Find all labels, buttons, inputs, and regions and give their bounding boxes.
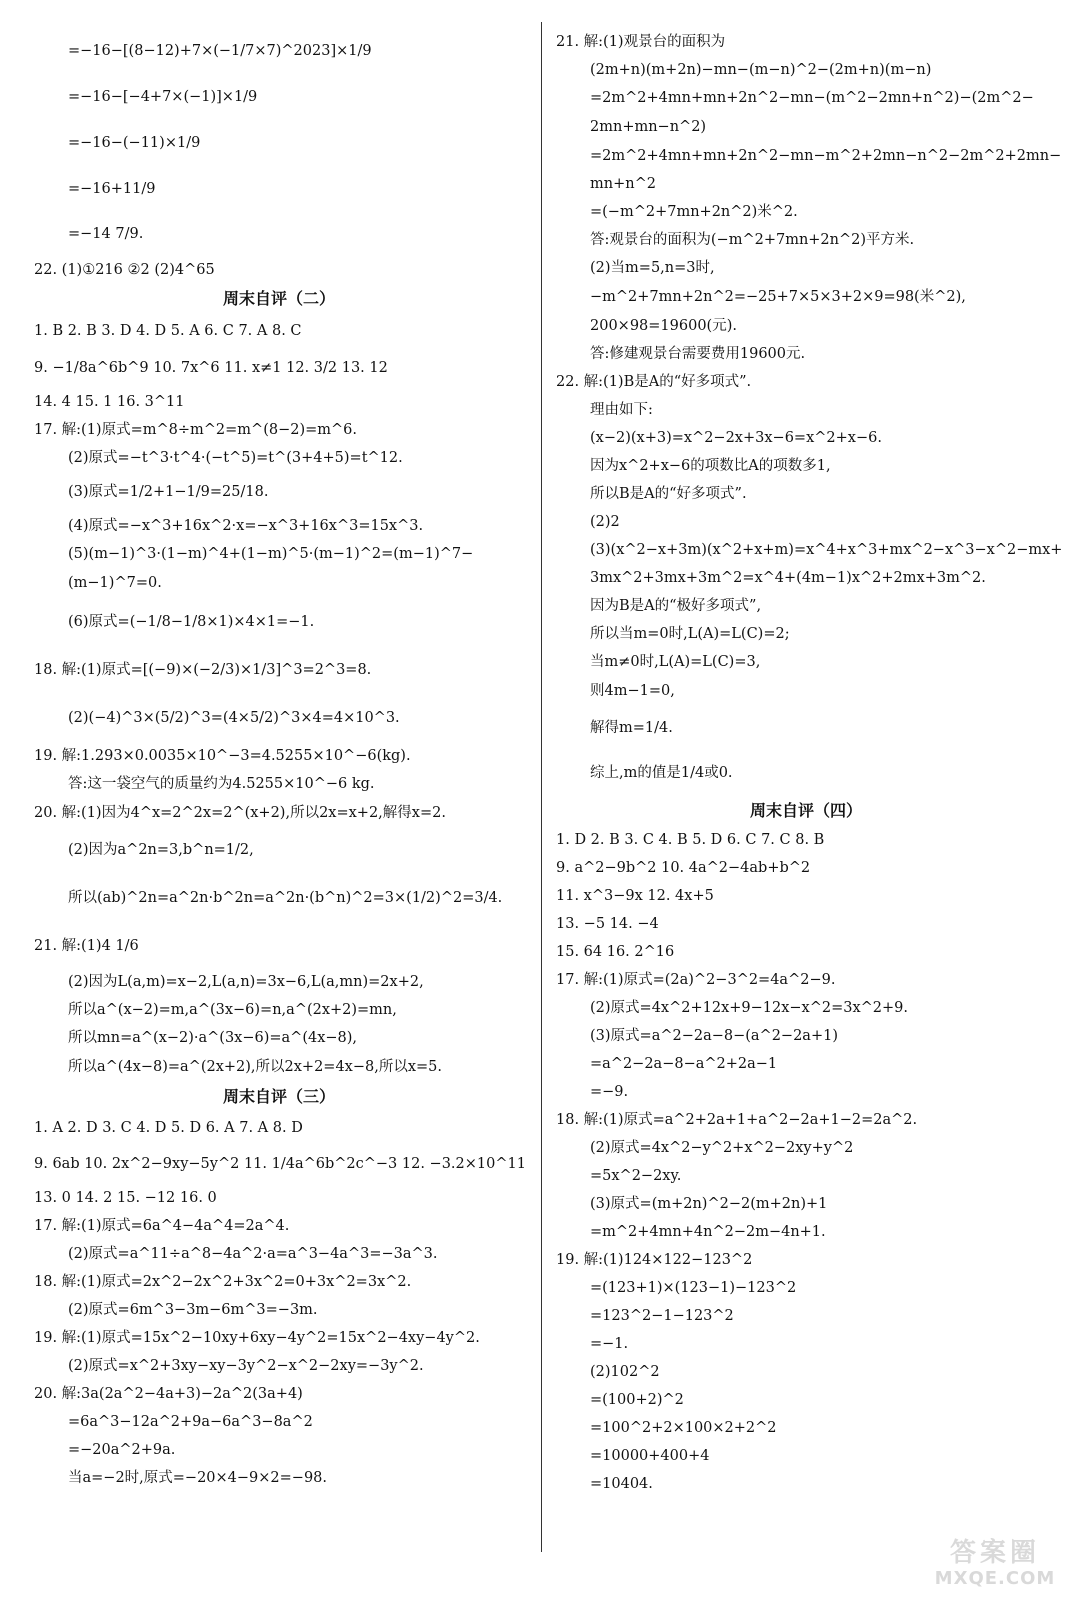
answer-line: (2)原式=4x^2+12x+9−12x−x^2=3x^2+9. — [590, 1000, 909, 1016]
answer-line: (3)(x^2−x+3m)(x^2+x+m)=x^4+x^3+mx^2−x^3−x^2−mx+ — [590, 542, 1063, 558]
answer-line: 18. 解:(1)原式=[(−9)×(−2/3)×1/3]^3=2^3=8. — [34, 662, 372, 678]
answer-line: 9. −1/8a^6b^9 10. 7x^6 11. x≠1 12. 3/2 13. 12 — [34, 360, 388, 376]
answer-line: 13. 0 14. 2 15. −12 16. 0 — [34, 1190, 217, 1206]
answer-line: 1. A 2. D 3. C 4. D 5. D 6. A 7. A 8. D — [34, 1120, 303, 1136]
answer-line: 9. a^2−9b^2 10. 4a^2−4ab+b^2 — [556, 860, 811, 876]
answer-line: =−16−(−11)×1/9 — [68, 135, 201, 151]
answer-line: =5x^2−2xy. — [590, 1168, 682, 1184]
answer-line: 1. B 2. B 3. D 4. D 5. A 6. C 7. A 8. C — [34, 323, 302, 339]
answer-line: (3)原式=1/2+1−1/9=25/18. — [68, 484, 269, 500]
answer-line: 所以当m=0时,L(A)=L(C)=2; — [590, 626, 790, 642]
section-heading: 周末自评（三） — [222, 1087, 335, 1106]
answer-line: 理由如下: — [590, 402, 653, 418]
answer-line: 解得m=1/4. — [590, 720, 673, 736]
answer-line: (2)当m=5,n=3时, — [590, 260, 715, 276]
watermark-text: 答案圈 — [949, 1538, 1040, 1568]
left-column — [34, 28, 524, 1492]
answer-line: =100^2+2×100×2+2^2 — [590, 1420, 777, 1436]
answer-line: (4)原式=−x^3+16x^2·x=−x^3+16x^3=15x^3. — [68, 518, 424, 534]
answer-line: =(123+1)×(123−1)−123^2 — [590, 1280, 797, 1296]
answer-line: (m−1)^7=0. — [68, 575, 162, 591]
answer-line: 答:修建观景台需要费用19600元. — [590, 346, 806, 362]
answer-line: =a^2−2a−8−a^2+2a−1 — [590, 1056, 778, 1072]
answer-line: =(100+2)^2 — [590, 1392, 684, 1408]
answer-line: 当m≠0时,L(A)=L(C)=3, — [590, 654, 761, 670]
answer-line: 13. −5 14. −4 — [556, 916, 659, 932]
answer-line: =−16+11/9 — [68, 181, 156, 197]
answer-line: 11. x^3−9x 12. 4x+5 — [556, 888, 714, 904]
answer-line: (2)原式=−t^3·t^4·(−t^5)=t^(3+4+5)=t^12. — [68, 450, 403, 466]
answer-line: 21. 解:(1)观景台的面积为 — [556, 34, 726, 50]
answer-line: =2m^2+4mn+mn+2n^2−mn−m^2+2mn−n^2−2m^2+2mn− — [590, 148, 1062, 164]
answer-line: 22. (1)①216 ②2 (2)4^65 — [34, 262, 215, 278]
answer-line: 15. 64 16. 2^16 — [556, 944, 675, 960]
answer-line: (2)原式=a^11÷a^8−4a^2·a=a^3−4a^3=−3a^3. — [68, 1246, 438, 1262]
answer-line: 因为B是A的“极好多项式”, — [590, 598, 762, 614]
answer-line: 所以a^(4x−8)=a^(2x+2),所以2x+2=4x−8,所以x=5. — [68, 1059, 443, 1075]
answer-line: 则4m−1=0, — [590, 683, 675, 699]
answer-line: =10000+400+4 — [590, 1448, 710, 1464]
answer-line: −m^2+7mn+2n^2=−25+7×5×3+2×9=98(米^2), — [590, 289, 966, 305]
answer-line: =−20a^2+9a. — [68, 1442, 176, 1458]
answer-line: 19. 解:1.293×0.0035×10^−3=4.5255×10^−6(kg). — [34, 748, 411, 764]
answer-line: =2m^2+4mn+mn+2n^2−mn−(m^2−2mn+n^2)−(2m^2− — [590, 90, 1034, 106]
answer-line: (3)原式=a^2−2a−8−(a^2−2a+1) — [590, 1028, 838, 1044]
answer-line: 所以mn=a^(x−2)·a^(3x−6)=a^(4x−8), — [68, 1030, 358, 1046]
answer-line: (2)(−4)^3×(5/2)^3=(4×5/2)^3×4=4×10^3. — [68, 710, 400, 726]
answer-line: 所以B是A的“好多项式”. — [590, 486, 747, 502]
answer-line: 14. 4 15. 1 16. 3^11 — [34, 394, 185, 410]
right-column — [556, 28, 1063, 1498]
answer-line: 答:观景台的面积为(−m^2+7mn+2n^2)平方米. — [590, 232, 915, 248]
answer-line: =−9. — [590, 1084, 629, 1100]
answer-line: (2)102^2 — [590, 1364, 660, 1380]
answer-line: mn+n^2 — [590, 176, 656, 192]
answer-line: 9. 6ab 10. 2x^2−9xy−5y^2 11. 1/4a^6b^2c^−3 12. −3.2×10^11 — [34, 1156, 526, 1172]
answer-line: =m^2+4mn+4n^2−2m−4n+1. — [590, 1224, 826, 1240]
watermark-logo — [920, 1538, 1070, 1594]
answer-line: (2)原式=4x^2−y^2+x^2−2xy+y^2 — [590, 1140, 854, 1156]
answer-line: 当a=−2时,原式=−20×4−9×2=−98. — [68, 1470, 328, 1486]
column-divider — [541, 22, 542, 1552]
section-heading: 周末自评（二） — [222, 289, 335, 308]
answer-line: 所以a^(x−2)=m,a^(3x−6)=n,a^(2x+2)=mn, — [68, 1002, 397, 1018]
answer-line: (5)(m−1)^3·(1−m)^4+(1−m)^5·(m−1)^2=(m−1)^7− — [68, 546, 474, 562]
answer-line: 21. 解:(1)4 1/6 — [34, 938, 139, 954]
answer-line: 18. 解:(1)原式=2x^2−2x^2+3x^2=0+3x^2=3x^2. — [34, 1274, 412, 1290]
answer-line: 22. 解:(1)B是A的“好多项式”. — [556, 374, 752, 390]
answer-line: =−16−[−4+7×(−1)]×1/9 — [68, 89, 258, 105]
answer-line: 综上,m的值是1/4或0. — [590, 765, 733, 781]
answer-line: 因为x^2+x−6的项数比A的项数多1, — [590, 458, 831, 474]
section-heading: 周末自评（四） — [749, 801, 862, 820]
answer-line: (2m+n)(m+2n)−mn−(m−n)^2−(2m+n)(m−n) — [590, 62, 932, 78]
answer-line: =−16−[(8−12)+7×(−1/7×7)^2023]×1/9 — [68, 43, 372, 59]
answer-line: (2)2 — [590, 514, 620, 530]
answer-line: 18. 解:(1)原式=a^2+2a+1+a^2−2a+1−2=2a^2. — [556, 1112, 918, 1128]
answer-line: (2)因为a^2n=3,b^n=1/2, — [68, 842, 254, 858]
answer-line: 答:这一袋空气的质量约为4.5255×10^−6 kg. — [68, 776, 375, 792]
answer-line: 2mn+mn−n^2) — [590, 119, 707, 135]
answer-line: 17. 解:(1)原式=(2a)^2−3^2=4a^2−9. — [556, 972, 836, 988]
answer-line: =6a^3−12a^2+9a−6a^3−8a^2 — [68, 1414, 313, 1430]
answer-line: (2)原式=6m^3−3m−6m^3=−3m. — [68, 1302, 318, 1318]
answer-line: (2)因为L(a,m)=x−2,L(a,n)=3x−6,L(a,mn)=2x+2, — [68, 974, 424, 990]
answer-line: (2)原式=x^2+3xy−xy−3y^2−x^2−2xy=−3y^2. — [68, 1358, 424, 1374]
answer-line: =(−m^2+7mn+2n^2)米^2. — [590, 204, 798, 220]
answer-line: =−1. — [590, 1336, 629, 1352]
answer-line: =123^2−1−123^2 — [590, 1308, 734, 1324]
answer-line: 3mx^2+3mx+3m^2=x^4+(4m−1)x^2+2mx+3m^2. — [590, 570, 986, 586]
answer-line: 1. D 2. B 3. C 4. B 5. D 6. C 7. C 8. B — [556, 832, 825, 848]
answer-line: 19. 解:(1)124×122−123^2 — [556, 1252, 753, 1268]
answer-line: 200×98=19600(元). — [590, 318, 737, 334]
answer-line: 20. 解:(1)因为4^x=2^2x=2^(x+2),所以2x=x+2,解得x=2. — [34, 805, 446, 821]
answer-line: (6)原式=(−1/8−1/8×1)×4×1=−1. — [68, 614, 315, 630]
answer-line: =10404. — [590, 1476, 653, 1492]
answer-line: 17. 解:(1)原式=m^8÷m^2=m^(8−2)=m^6. — [34, 422, 357, 438]
answer-line: (3)原式=(m+2n)^2−2(m+2n)+1 — [590, 1196, 828, 1212]
watermark-url: MXQE.COM — [934, 1568, 1056, 1589]
answer-line: 20. 解:3a(2a^2−4a+3)−2a^2(3a+4) — [34, 1386, 303, 1402]
answer-line: (x−2)(x+3)=x^2−2x+3x−6=x^2+x−6. — [590, 430, 882, 446]
answer-line: =−14 7/9. — [68, 226, 144, 242]
answer-line: 所以(ab)^2n=a^2n·b^2n=a^2n·(b^n)^2=3×(1/2)^2=3/4. — [68, 890, 503, 906]
answer-line: 19. 解:(1)原式=15x^2−10xy+6xy−4y^2=15x^2−4xy−4y^2. — [34, 1330, 480, 1346]
answer-line: 17. 解:(1)原式=6a^4−4a^4=2a^4. — [34, 1218, 290, 1234]
